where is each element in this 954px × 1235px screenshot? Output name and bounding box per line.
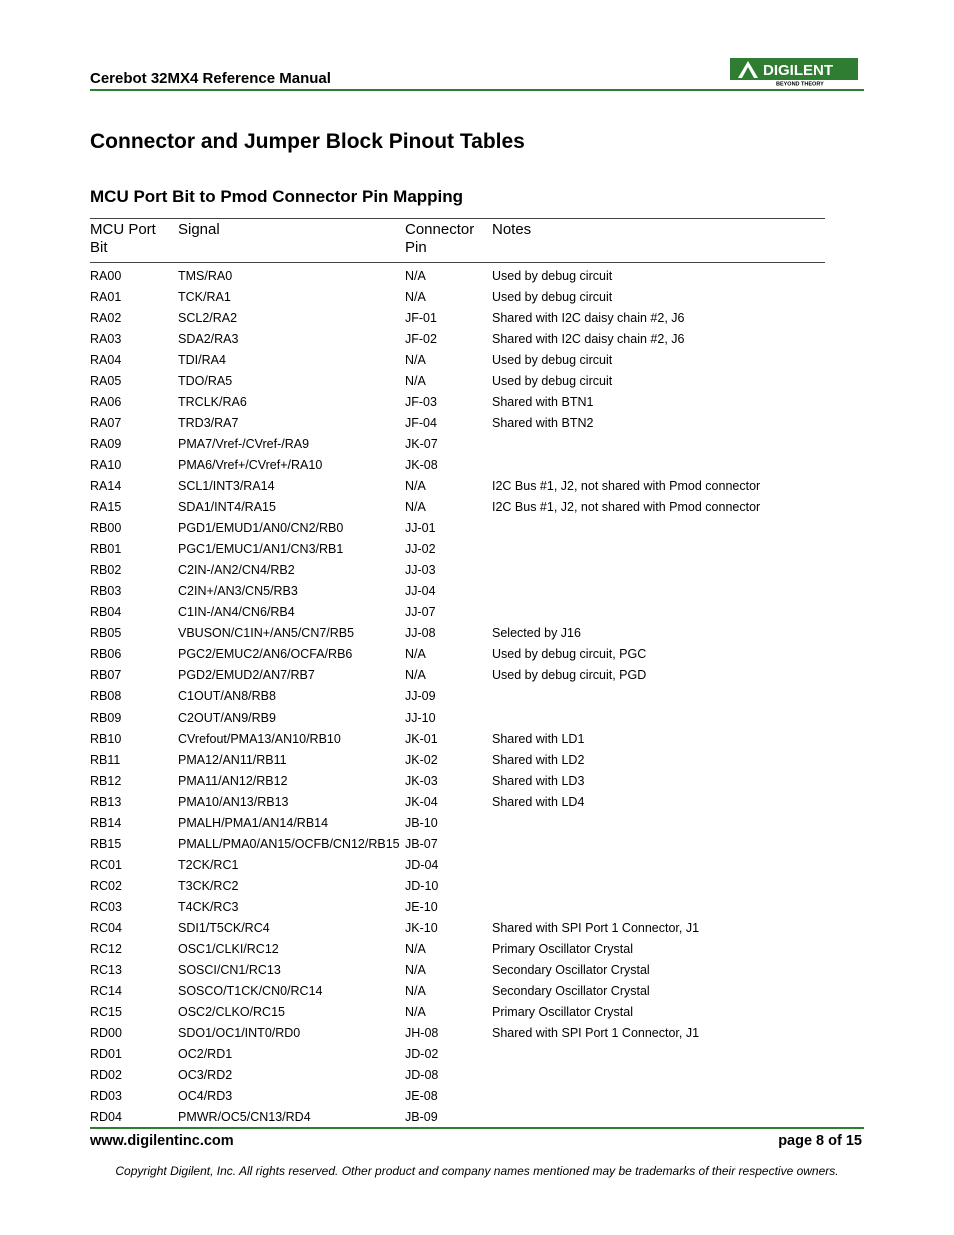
cell-signal: PGD1/EMUD1/AN0/CN2/RB0 [178, 521, 344, 536]
cell-port-bit: RD03 [90, 1089, 122, 1104]
table-row [90, 917, 825, 938]
table-row [90, 770, 825, 791]
header-notes: Notes [492, 221, 532, 238]
table-row [90, 1044, 825, 1065]
header-signal: Signal [178, 221, 220, 238]
cell-connector-pin: JK-10 [405, 920, 438, 935]
cell-notes [492, 581, 825, 602]
digilent-logo [730, 58, 858, 86]
table-row [90, 1065, 825, 1086]
cell-connector-pin: JK-03 [405, 773, 438, 788]
cell-connector-pin: N/A [405, 478, 426, 493]
cell-notes [492, 875, 825, 896]
table-row [90, 728, 825, 749]
cell-port-bit: RB05 [90, 626, 122, 641]
cell-signal: C2IN+/AN3/CN5/RB3 [178, 584, 298, 599]
cell-signal: PMALL/PMA0/AN15/OCFB/CN12/RB15 [178, 836, 400, 851]
cell-connector-pin: JB-07 [405, 836, 438, 851]
cell-connector-pin: JD-10 [405, 878, 439, 893]
table-row [90, 391, 825, 412]
table-row [90, 328, 825, 349]
cell-port-bit: RB09 [90, 710, 122, 725]
cell-notes [492, 602, 825, 623]
cell-connector-pin: JF-04 [405, 415, 437, 430]
table-row [90, 349, 825, 370]
table-row [90, 475, 825, 496]
table-row [90, 707, 825, 728]
cell-signal: OSC1/CLKI/RC12 [178, 942, 279, 957]
cell-notes [492, 539, 825, 560]
cell-signal: T3CK/RC2 [178, 878, 239, 893]
cell-port-bit: RA14 [90, 478, 122, 493]
cell-notes: Shared with LD2 [492, 752, 585, 767]
cell-notes [492, 833, 825, 854]
cell-port-bit: RB00 [90, 521, 122, 536]
cell-port-bit: RA03 [90, 331, 122, 346]
header-mcu-port-bit: MCU Port Bit [90, 221, 156, 256]
cell-port-bit: RB14 [90, 815, 122, 830]
table-row [90, 286, 825, 307]
cell-connector-pin: JE-10 [405, 899, 438, 914]
footer-url[interactable]: www.digilentinc.com [90, 1133, 234, 1149]
cell-notes: Shared with LD4 [492, 794, 585, 809]
table-row [90, 433, 825, 454]
table-body [90, 263, 825, 1129]
cell-connector-pin: JF-01 [405, 310, 437, 325]
cell-notes [492, 812, 825, 833]
cell-port-bit: RC14 [90, 984, 122, 999]
table-row [90, 896, 825, 917]
table-row [90, 518, 825, 539]
cell-notes: Used by debug circuit, PGC [492, 647, 647, 662]
cell-signal: PMALH/PMA1/AN14/RB14 [178, 815, 329, 830]
table-header-row [90, 219, 825, 263]
cell-port-bit: RA06 [90, 394, 122, 409]
cell-port-bit: RC13 [90, 963, 122, 978]
cell-notes [492, 854, 825, 875]
cell-notes: Shared with I2C daisy chain #2, J6 [492, 310, 685, 325]
cell-port-bit: RC12 [90, 942, 122, 957]
cell-notes: Shared with I2C daisy chain #2, J6 [492, 331, 685, 346]
cell-port-bit: RB08 [90, 689, 122, 704]
cell-notes [492, 707, 825, 728]
cell-connector-pin: JJ-09 [405, 689, 436, 704]
cell-connector-pin: JB-10 [405, 815, 438, 830]
table-row [90, 370, 825, 391]
cell-connector-pin: JJ-04 [405, 584, 436, 599]
cell-connector-pin: JJ-07 [405, 605, 436, 620]
cell-port-bit: RD01 [90, 1047, 122, 1062]
table-row [90, 263, 825, 287]
header-divider [90, 89, 864, 91]
cell-notes [492, 686, 825, 707]
cell-notes: Secondary Oscillator Crystal [492, 963, 650, 978]
cell-connector-pin: JJ-08 [405, 626, 436, 641]
cell-notes: Used by debug circuit [492, 289, 613, 304]
cell-notes [492, 560, 825, 581]
cell-port-bit: RD02 [90, 1068, 122, 1083]
page-title: Connector and Jumper Block Pinout Tables [90, 130, 525, 153]
table-row [90, 665, 825, 686]
cell-signal: PMA7/Vref-/CVref-/RA9 [178, 436, 310, 451]
table-row [90, 307, 825, 328]
cell-port-bit: RD04 [90, 1107, 178, 1129]
copyright-notice: Copyright Digilent, Inc. All rights reserved. Other product and company names mentioned may be trademarks of their respective owners. [115, 1164, 839, 1178]
cell-signal: PGC1/EMUC1/AN1/CN3/RB1 [178, 542, 344, 557]
cell-signal: OC3/RD2 [178, 1068, 233, 1083]
cell-connector-pin: JK-04 [405, 794, 438, 809]
cell-port-bit: RA02 [90, 310, 122, 325]
cell-connector-pin: N/A [405, 647, 426, 662]
cell-port-bit: RB07 [90, 668, 122, 683]
table-row [90, 1107, 825, 1129]
cell-signal: SCL2/RA2 [178, 310, 238, 325]
cell-notes: Used by debug circuit [492, 352, 613, 367]
cell-port-bit: RA05 [90, 373, 122, 388]
table-row [90, 875, 825, 896]
cell-notes: Selected by J16 [492, 626, 581, 641]
cell-notes: Shared with SPI Port 1 Connector, J1 [492, 1026, 700, 1041]
cell-notes [492, 1107, 825, 1129]
cell-notes: Shared with SPI Port 1 Connector, J1 [492, 920, 700, 935]
cell-connector-pin: JK-07 [405, 436, 438, 451]
cell-connector-pin: JD-08 [405, 1068, 439, 1083]
table-row [90, 602, 825, 623]
cell-connector-pin: N/A [405, 942, 426, 957]
cell-signal: C1IN-/AN4/CN6/RB4 [178, 605, 295, 620]
cell-port-bit: RB11 [90, 752, 121, 767]
cell-connector-pin: N/A [405, 963, 426, 978]
cell-connector-pin: N/A [405, 500, 426, 515]
pin-mapping-table [90, 218, 825, 1129]
cell-connector-pin: N/A [405, 1005, 426, 1020]
cell-port-bit: RD00 [90, 1026, 122, 1041]
cell-signal: SDI1/T5CK/RC4 [178, 920, 270, 935]
cell-signal: PMWR/OC5/CN13/RD4 [178, 1107, 405, 1129]
table-row [90, 412, 825, 433]
cell-signal: T2CK/RC1 [178, 857, 239, 872]
table-row [90, 833, 825, 854]
cell-connector-pin: JF-03 [405, 394, 437, 409]
cell-notes [492, 1044, 825, 1065]
cell-port-bit: RA01 [90, 289, 122, 304]
cell-port-bit: RB02 [90, 563, 122, 578]
cell-port-bit: RC03 [90, 899, 122, 914]
table-row [90, 644, 825, 665]
cell-port-bit: RA04 [90, 352, 122, 367]
cell-notes: Shared with BTN1 [492, 394, 594, 409]
cell-signal: SOSCO/T1CK/CN0/RC14 [178, 984, 323, 999]
cell-port-bit: RB03 [90, 584, 122, 599]
cell-notes: Used by debug circuit [492, 268, 613, 283]
cell-connector-pin: JJ-10 [405, 710, 436, 725]
cell-connector-pin: JK-02 [405, 752, 438, 767]
cell-port-bit: RA07 [90, 415, 122, 430]
table-row [90, 1023, 825, 1044]
cell-connector-pin: N/A [405, 268, 426, 283]
table-row [90, 812, 825, 833]
logo-tagline: BEYOND THEORY [776, 81, 824, 86]
cell-connector-pin: JD-02 [405, 1047, 439, 1062]
footer-divider [90, 1127, 864, 1129]
cell-signal: TDI/RA4 [178, 352, 226, 367]
cell-notes [492, 896, 825, 917]
cell-signal: PMA11/AN12/RB12 [178, 773, 288, 788]
cell-signal: CVrefout/PMA13/AN10/RB10 [178, 731, 341, 746]
cell-signal: C2IN-/AN2/CN4/RB2 [178, 563, 295, 578]
cell-signal: SDO1/OC1/INT0/RD0 [178, 1026, 301, 1041]
table-row [90, 1086, 825, 1107]
cell-signal: C2OUT/AN9/RB9 [178, 710, 276, 725]
cell-port-bit: RB06 [90, 647, 122, 662]
cell-signal: PGC2/EMUC2/AN6/OCFA/RB6 [178, 647, 353, 662]
section-title: MCU Port Bit to Pmod Connector Pin Mapping [90, 187, 464, 206]
cell-connector-pin: JK-01 [405, 731, 438, 746]
cell-signal: TMS/RA0 [178, 268, 233, 283]
cell-connector-pin: N/A [405, 352, 426, 367]
cell-connector-pin: N/A [405, 984, 426, 999]
cell-notes: I2C Bus #1, J2, not shared with Pmod connector [492, 500, 761, 515]
cell-connector-pin: JJ-02 [405, 542, 436, 557]
page-number: page 8 of 15 [778, 1133, 862, 1149]
cell-notes: Shared with LD3 [492, 773, 585, 788]
table-row [90, 791, 825, 812]
cell-port-bit: RC01 [90, 857, 122, 872]
cell-notes: Used by debug circuit, PGD [492, 668, 647, 683]
document-title: Cerebot 32MX4 Reference Manual [90, 70, 331, 87]
cell-port-bit: RC15 [90, 1005, 122, 1020]
table-row [90, 454, 825, 475]
cell-signal: PGD2/EMUD2/AN7/RB7 [178, 668, 315, 683]
cell-signal: VBUSON/C1IN+/AN5/CN7/RB5 [178, 626, 355, 641]
cell-connector-pin: JF-02 [405, 331, 437, 346]
cell-signal: TDO/RA5 [178, 373, 233, 388]
cell-notes: I2C Bus #1, J2, not shared with Pmod connector [492, 478, 761, 493]
cell-signal: SCL1/INT3/RA14 [178, 478, 275, 493]
cell-notes [492, 1086, 825, 1107]
cell-port-bit: RB10 [90, 731, 122, 746]
table-row [90, 939, 825, 960]
cell-port-bit: RC04 [90, 920, 122, 935]
cell-notes: Primary Oscillator Crystal [492, 1005, 633, 1020]
cell-port-bit: RB12 [90, 773, 122, 788]
cell-connector-pin: N/A [405, 373, 426, 388]
cell-notes: Shared with BTN2 [492, 415, 594, 430]
cell-signal: TRCLK/RA6 [178, 394, 247, 409]
cell-signal: SOSCI/CN1/RC13 [178, 963, 281, 978]
cell-connector-pin: JK-08 [405, 457, 438, 472]
cell-notes: Shared with LD1 [492, 731, 585, 746]
cell-port-bit: RB04 [90, 605, 122, 620]
cell-notes [492, 433, 825, 454]
table-row [90, 960, 825, 981]
cell-signal: T4CK/RC3 [178, 899, 239, 914]
cell-connector-pin: JJ-03 [405, 563, 436, 578]
page-footer [90, 1127, 864, 1149]
cell-signal: OC4/RD3 [178, 1089, 233, 1104]
cell-port-bit: RA15 [90, 500, 122, 515]
cell-connector-pin: N/A [405, 289, 426, 304]
cell-port-bit: RA00 [90, 268, 122, 283]
cell-notes [492, 454, 825, 475]
table-row [90, 560, 825, 581]
header-connector-pin: Connector Pin [405, 221, 475, 256]
cell-signal: PMA10/AN13/RB13 [178, 794, 289, 809]
cell-notes: Secondary Oscillator Crystal [492, 984, 650, 999]
cell-connector-pin: JH-08 [405, 1026, 439, 1041]
cell-port-bit: RB01 [90, 542, 122, 557]
table-row [90, 686, 825, 707]
cell-notes: Used by debug circuit [492, 373, 613, 388]
page-header [90, 58, 864, 90]
table-row [90, 581, 825, 602]
table-row [90, 749, 825, 770]
cell-notes [492, 1065, 825, 1086]
table-row [90, 623, 825, 644]
cell-signal: PMA12/AN11/RB11 [178, 752, 287, 767]
cell-signal: SDA2/RA3 [178, 331, 239, 346]
cell-signal: PMA6/Vref+/CVref+/RA10 [178, 457, 323, 472]
cell-connector-pin: JE-08 [405, 1089, 438, 1104]
cell-notes [492, 518, 825, 539]
cell-port-bit: RB13 [90, 794, 122, 809]
cell-signal: TCK/RA1 [178, 289, 231, 304]
table-row [90, 1002, 825, 1023]
cell-port-bit: RC02 [90, 878, 122, 893]
cell-signal: C1OUT/AN8/RB8 [178, 689, 276, 704]
cell-connector-pin: JJ-01 [405, 521, 436, 536]
cell-connector-pin: JD-04 [405, 857, 439, 872]
table-row [90, 981, 825, 1002]
logo-wordmark: DIGILENT [763, 62, 833, 79]
cell-notes: Primary Oscillator Crystal [492, 942, 633, 957]
cell-signal: SDA1/INT4/RA15 [178, 500, 276, 515]
cell-connector-pin: JB-09 [405, 1107, 492, 1129]
cell-connector-pin: N/A [405, 668, 426, 683]
cell-port-bit: RA10 [90, 457, 122, 472]
table-row [90, 854, 825, 875]
table-row [90, 539, 825, 560]
cell-port-bit: RA09 [90, 436, 122, 451]
cell-port-bit: RB15 [90, 836, 122, 851]
table-row [90, 497, 825, 518]
cell-signal: OSC2/CLKO/RC15 [178, 1005, 285, 1020]
cell-signal: TRD3/RA7 [178, 415, 239, 430]
cell-signal: OC2/RD1 [178, 1047, 233, 1062]
